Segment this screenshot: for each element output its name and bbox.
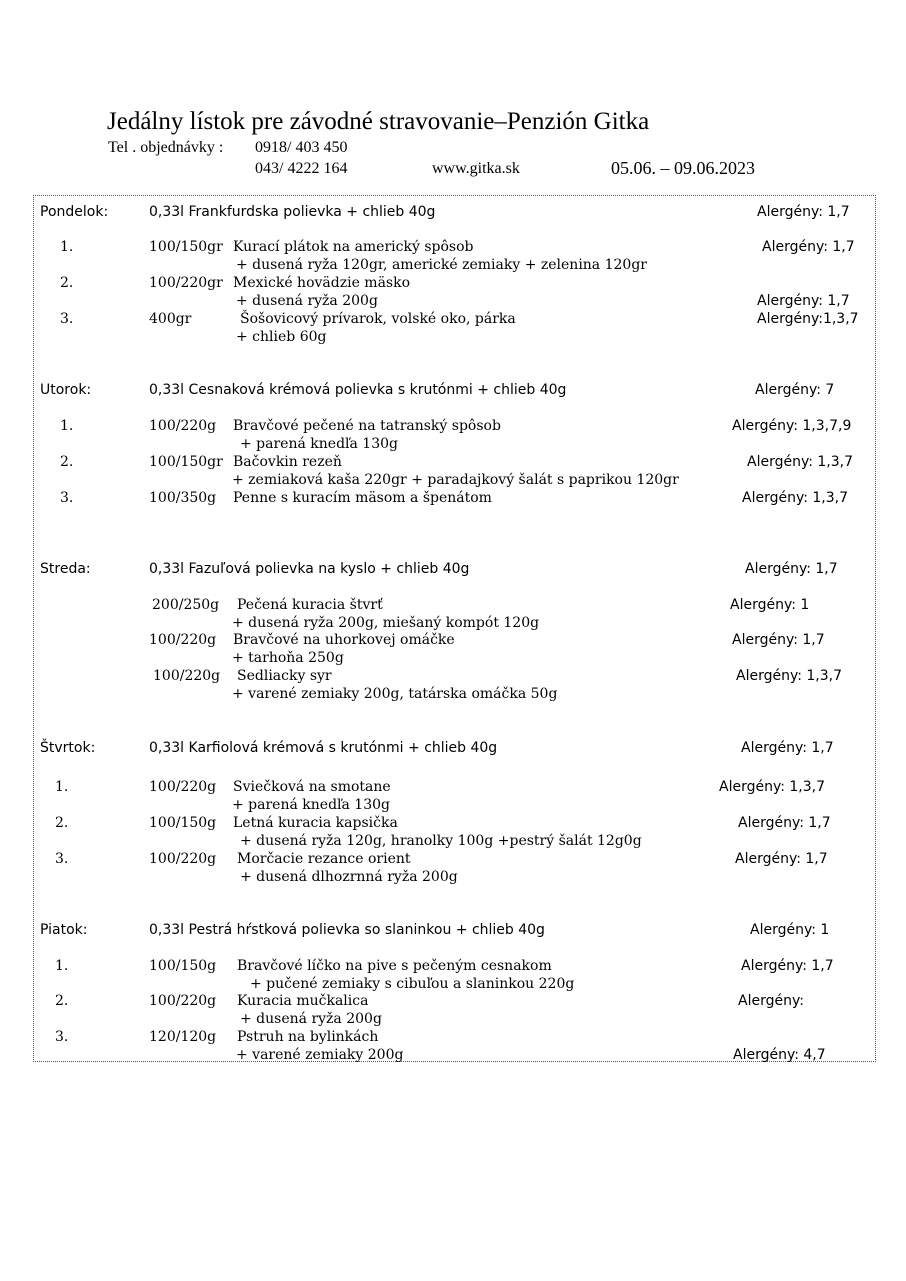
meal-portion: 400gr bbox=[149, 311, 192, 327]
meal-portion: 100/220g bbox=[149, 418, 217, 434]
meal-number: 3. bbox=[55, 1029, 69, 1045]
soup-allergens: Alergény: 1,7 bbox=[757, 204, 850, 220]
meal-side: + parená knedľa 130g bbox=[232, 797, 390, 813]
meal-number: 2. bbox=[60, 275, 74, 291]
meal-allergens: Alergény: 1,3,7 bbox=[747, 454, 854, 470]
meal-number: 3. bbox=[55, 851, 69, 867]
meal-portion: 100/150gr bbox=[149, 454, 223, 470]
meal-allergens: Alergény:1,3,7 bbox=[757, 311, 859, 327]
soup: 0,33l Fazuľová polievka na kyslo + chlieb 40g bbox=[149, 561, 470, 577]
meal-name: Letná kuracia kapsička bbox=[233, 815, 398, 831]
meal-allergens: Alergény: 1,7 bbox=[757, 293, 850, 309]
meal-portion: 100/220g bbox=[149, 632, 217, 648]
meal-name: Bravčové líčko na pive s pečeným cesnakom bbox=[237, 958, 552, 974]
meal-portion: 100/350g bbox=[149, 490, 217, 506]
meal-side: + zemiaková kaša 220gr + paradajkový šalát s paprikou 120gr bbox=[232, 472, 679, 488]
meal-side: + tarhoňa 250g bbox=[232, 650, 344, 666]
date-range: 05.06. – 09.06.2023 bbox=[611, 158, 755, 178]
meal-side: + dusená ryža 200g bbox=[240, 1011, 382, 1027]
meal-portion: 100/150g bbox=[149, 958, 217, 974]
soup: 0,33l Pestrá hŕstková polievka so slaninkou + chlieb 40g bbox=[149, 922, 545, 938]
meal-number: 1. bbox=[55, 779, 69, 795]
meal-side: + dusená ryža 200g, miešaný kompót 120g bbox=[232, 615, 540, 631]
meal-number: 1. bbox=[60, 418, 74, 434]
meal-portion: 100/150gr bbox=[149, 239, 223, 255]
meal-portion: 100/220g bbox=[149, 851, 217, 867]
day-name: Piatok: bbox=[40, 922, 88, 938]
website: www.gitka.sk bbox=[432, 160, 520, 177]
meal-side: + dusená ryža 120gr, americké zemiaky + zelenina 120gr bbox=[236, 257, 647, 273]
meal-name: Bačovkin rezeň bbox=[233, 454, 342, 470]
day-name: Utorok: bbox=[40, 382, 92, 398]
meal-allergens: Alergény: 1,3,7,9 bbox=[732, 418, 852, 434]
meal-allergens: Alergény: 1,7 bbox=[732, 632, 825, 648]
meal-name: Penne s kuracím mäsom a špenátom bbox=[233, 490, 492, 506]
meal-side: + varené zemiaky 200g bbox=[236, 1047, 404, 1063]
meal-portion: 100/220g bbox=[153, 668, 221, 684]
day-name: Pondelok: bbox=[40, 204, 109, 220]
meal-allergens: Alergény: 1 bbox=[730, 597, 810, 613]
meal-name: Mexické hovädzie mäsko bbox=[233, 275, 411, 291]
meal-number: 2. bbox=[60, 454, 74, 470]
meal-allergens: Alergény: 1,7 bbox=[762, 239, 855, 255]
phone-number-2: 043/ 4222 164 bbox=[255, 160, 348, 177]
meal-side: + parená knedľa 130g bbox=[240, 436, 398, 452]
meal-allergens: Alergény: 1,3,7 bbox=[742, 490, 849, 506]
meal-name: Sviečková na smotane bbox=[233, 779, 391, 795]
meal-side: + dusená ryža 120g, hranolky 100g +pestrý šalát 12g0g bbox=[240, 833, 642, 849]
meal-name: Šošovicový prívarok, volské oko, párka bbox=[240, 311, 516, 327]
meal-number: 2. bbox=[55, 993, 69, 1009]
meal-name: Kuracia mučkalica bbox=[237, 993, 369, 1009]
meal-side: + dusená ryža 200g bbox=[236, 293, 378, 309]
soup-allergens: Alergény: 1 bbox=[750, 922, 830, 938]
meal-side: + chlieb 60g bbox=[236, 329, 327, 345]
meal-name: Sedliacky syr bbox=[237, 668, 332, 684]
meal-portion: 100/220g bbox=[149, 993, 217, 1009]
meal-number: 2. bbox=[55, 815, 69, 831]
meal-name: Pečená kuracia štvrť bbox=[237, 597, 383, 613]
meal-allergens: Alergény: bbox=[738, 993, 804, 1009]
day-name: Streda: bbox=[40, 561, 91, 577]
phone-label: Tel . objednávky : bbox=[108, 139, 224, 156]
soup: 0,33l Cesnaková krémová polievka s krutónmi + chlieb 40g bbox=[149, 382, 567, 398]
page-title: Jedálny lístok pre závodné stravovanie–Penzión Gitka bbox=[107, 108, 650, 135]
meal-number: 3. bbox=[60, 311, 74, 327]
meal-name: Pstruh na bylinkách bbox=[237, 1029, 379, 1045]
meal-portion: 100/220gr bbox=[149, 275, 223, 291]
soup-allergens: Alergény: 1,7 bbox=[745, 561, 838, 577]
meal-allergens: Alergény: 4,7 bbox=[733, 1047, 826, 1063]
soup: 0,33l Frankfurdska polievka + chlieb 40g bbox=[149, 204, 436, 220]
meal-portion: 200/250g bbox=[152, 597, 220, 613]
meal-name: Bravčové pečené na tatranský spôsob bbox=[233, 418, 501, 434]
meal-allergens: Alergény: 1,7 bbox=[738, 815, 831, 831]
phone-number-1: 0918/ 403 450 bbox=[255, 139, 348, 156]
soup-allergens: Alergény: 1,7 bbox=[741, 740, 834, 756]
meal-name: Kurací plátok na americký spôsob bbox=[233, 239, 474, 255]
meal-allergens: Alergény: 1,7 bbox=[735, 851, 828, 867]
soup-allergens: Alergény: 7 bbox=[755, 382, 835, 398]
soup: 0,33l Karfiolová krémová s krutónmi + chlieb 40g bbox=[149, 740, 498, 756]
meal-side: + dusená dlhozrnná ryža 200g bbox=[240, 869, 458, 885]
meal-side: + pučené zemiaky s cibuľou a slaninkou 220g bbox=[250, 976, 575, 992]
meal-allergens: Alergény: 1,7 bbox=[741, 958, 834, 974]
meal-name: Morčacie rezance orient bbox=[237, 851, 411, 867]
day-name: Štvrtok: bbox=[40, 740, 96, 756]
meal-allergens: Alergény: 1,3,7 bbox=[719, 779, 826, 795]
meal-number: 3. bbox=[60, 490, 74, 506]
meal-name: Bravčové na uhorkovej omáčke bbox=[233, 632, 455, 648]
meal-allergens: Alergény: 1,3,7 bbox=[736, 668, 843, 684]
meal-number: 1. bbox=[55, 958, 69, 974]
meal-side: + varené zemiaky 200g, tatárska omáčka 50g bbox=[232, 686, 558, 702]
meal-portion: 120/120g bbox=[149, 1029, 217, 1045]
meal-portion: 100/150g bbox=[149, 815, 217, 831]
meal-portion: 100/220g bbox=[149, 779, 217, 795]
meal-number: 1. bbox=[60, 239, 74, 255]
